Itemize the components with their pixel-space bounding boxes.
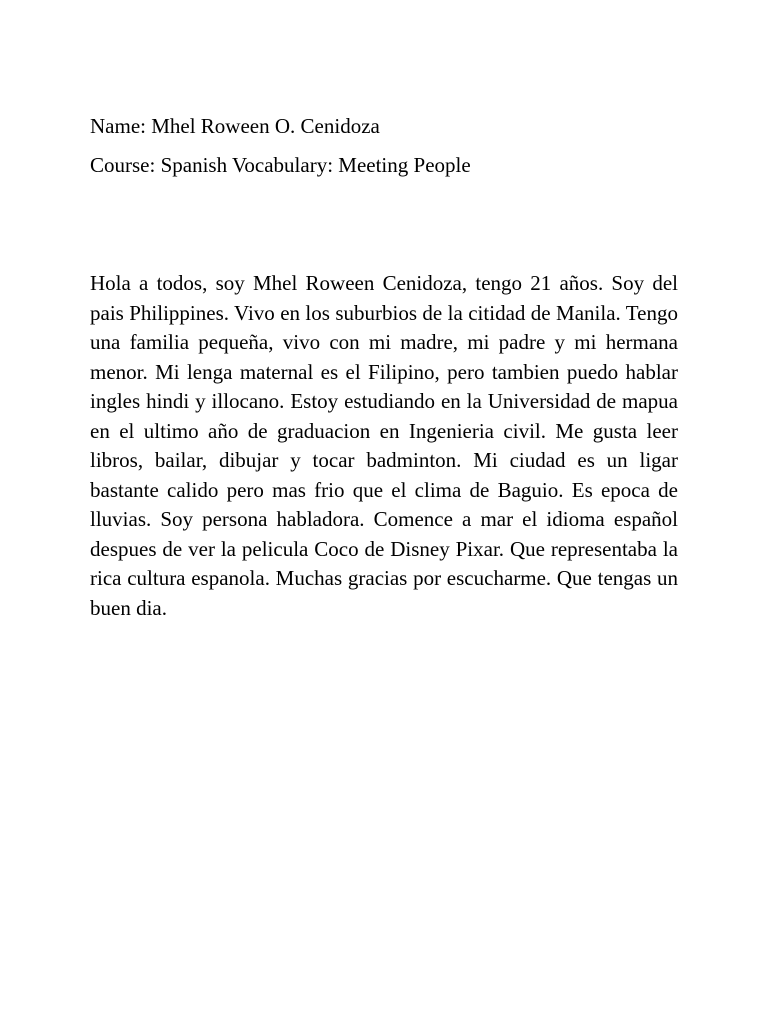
course-line: Course: Spanish Vocabulary: Meeting People — [90, 153, 471, 177]
name-line: Name: Mhel Roween O. Cenidoza — [90, 114, 380, 138]
introduction-paragraph: Hola a todos, soy Mhel Roween Cenidoza, tengo 21 años. Soy del pais Philippines. Vivo en los suburbios de la citidad de Manila. Tengo una familia pequeña, vivo con mi madre, mi padre y mi hermana menor. Mi lenga maternal es el Filipino, pero tambien puedo hablar ingles hindi y illocano. Estoy estudiando en la Universidad de mapua en el ultimo año de graduacion en Ingenieria civil. Me gusta leer libros, bailar, dibujar y tocar badminton. Mi ciudad es un ligar bastante calido pero mas frio que el clima de Baguio. Es epoca de lluvias. Soy persona habladora. Comence a mar el idioma español despues de ver la pelicula Coco de Disney Pixar. Que representaba la rica cultura espanola. Muchas gracias por escucharme. Que tengas un buen dia. — [90, 271, 678, 620]
